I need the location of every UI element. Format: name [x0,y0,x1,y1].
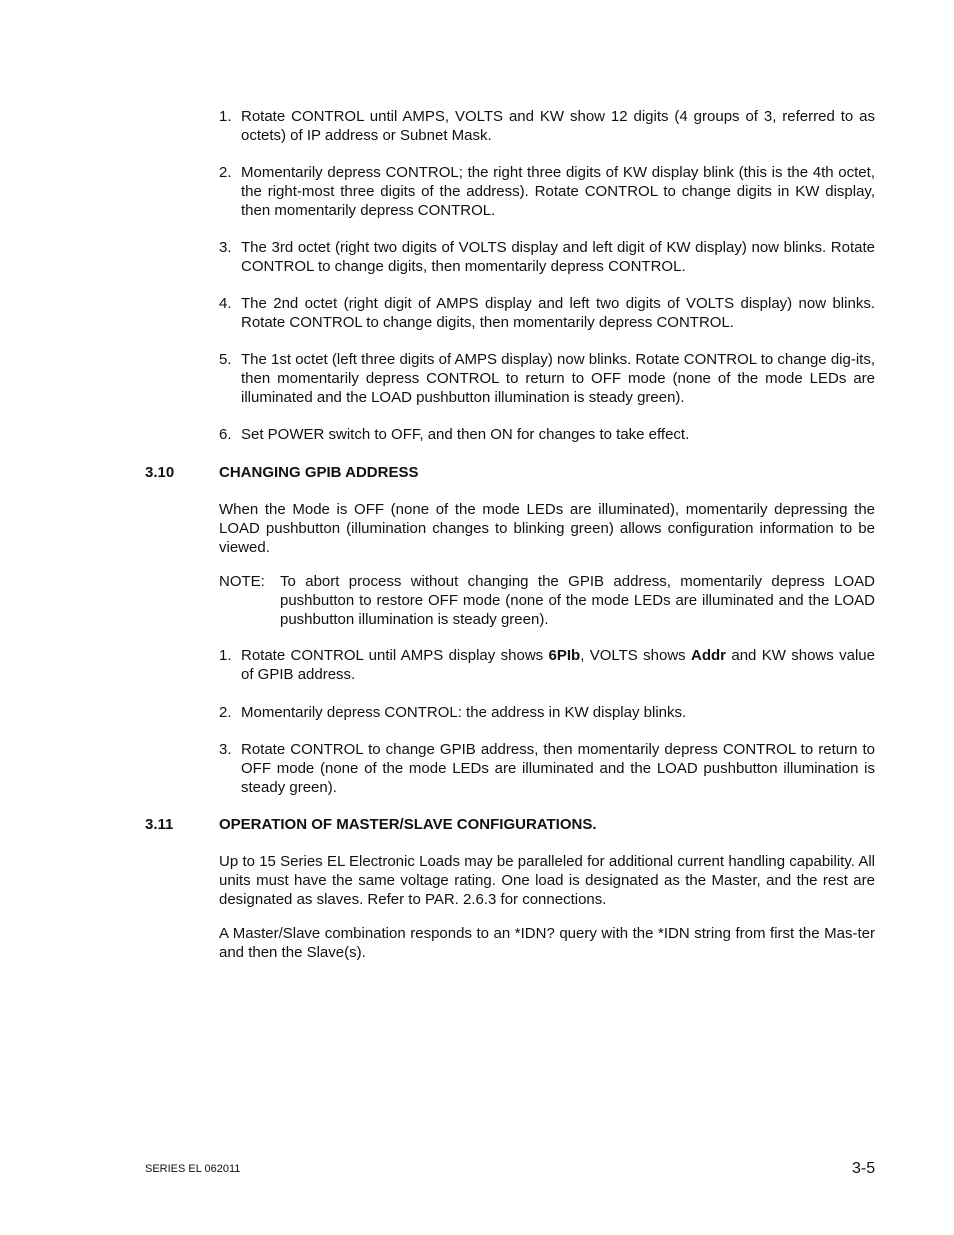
section-number: 3.10 [145,464,175,481]
item-number: 1. [219,108,232,125]
ip-address-steps [219,107,875,444]
section-number: 3.11 [145,816,174,833]
item-text: Momentarily depress CONTROL; the right three digits of KW display blink (this is the 4th octet, the right-most three digits of the address). Rotate CONTROL to change digits in KW display, then momentarily depress CONTROL. [241,164,875,219]
item-text: Rotate CONTROL until AMPS display shows 6PIb, VOLTS shows Addr and KW shows value of GPIB address. [241,647,875,683]
item-number: 1. [219,647,232,664]
item-number: 4. [219,295,232,312]
item-text: Set POWER switch to OFF, and then ON for changes to take effect. [241,426,690,443]
item-text: Rotate CONTROL to change GPIB address, then momentarily depress CONTROL to return to OFF mode (none of the mode LEDs are illuminated and the LOAD pushbutton illumination is steady green). [241,741,875,796]
section-3-11-paragraph: A Master/Slave combination responds to an *IDN? query with the *IDN string from first the Mas-ter and then the Slave(s). [219,925,875,961]
section-heading-3-11 [145,815,597,834]
page-number: 3-5 [852,1160,876,1177]
display-code-6pib: 6PIb [548,647,581,664]
list-item [219,163,875,220]
list-item [219,107,875,145]
item-text: Rotate CONTROL until AMPS, VOLTS and KW show 12 digits (4 groups of 3, referred to as octets) of IP address or Subnet Mask. [241,108,875,144]
display-code-addr: Addr [691,647,726,664]
item-text: The 2nd octet (right digit of AMPS display and left two digits of VOLTS display) now blinks. Rotate CONTROL to change digits, then momentarily depress CONTROL. [241,295,875,331]
note-block [219,572,875,629]
section-3-10-paragraph: When the Mode is OFF (none of the mode LEDs are illuminated), momentarily depressing the LOAD pushbutton (illumination changes to blinking green) allows configuration information to be viewed. [219,501,875,556]
list-item [219,294,875,332]
list-item [219,350,875,407]
list-item [219,740,875,797]
item-number: 6. [219,426,232,443]
item-text: Momentarily depress CONTROL: the address in KW display blinks. [241,704,687,721]
list-item [219,703,875,722]
item-text: The 3rd octet (right two digits of VOLTS display and left digit of KW display) now blinks. Rotate CONTROL to change digits, then momentarily depress CONTROL. [241,239,875,275]
note-label: NOTE: [219,573,265,590]
list-item [219,425,875,444]
item-number: 5. [219,351,232,368]
note-text: To abort process without changing the GPIB address, momentarily depress LOAD pushbutton to restore OFF mode (none of the mode LEDs are illuminated and the LOAD pushbutton illumination is steady green). [280,573,875,628]
item-number: 2. [219,704,232,721]
section-title: OPERATION OF MASTER/SLAVE CONFIGURATIONS. [219,816,597,833]
gpib-steps [219,646,875,797]
item-number: 3. [219,239,232,256]
list-item [219,238,875,276]
section-heading-3-10 [145,463,418,482]
section-3-11-paragraph: Up to 15 Series EL Electronic Loads may be paralleled for additional current handling capability. All units must have the same voltage rating. One load is designated as the Master, and the rest are designated as slaves. Refer to PAR. 2.6.3 for connections. [219,853,875,908]
item-text: The 1st octet (left three digits of AMPS display) now blinks. Rotate CONTROL to change dig-its, then momentarily depress CONTROL to return to OFF mode (none of the mode LEDs are illuminated and the LOAD pushbutton illumination is steady green). [241,351,875,406]
item-number: 3. [219,741,232,758]
list-item [219,646,875,684]
section-title: CHANGING GPIB ADDRESS [219,464,419,481]
footer-document-id: SERIES EL 062011 [145,1163,241,1175]
item-number: 2. [219,164,232,181]
